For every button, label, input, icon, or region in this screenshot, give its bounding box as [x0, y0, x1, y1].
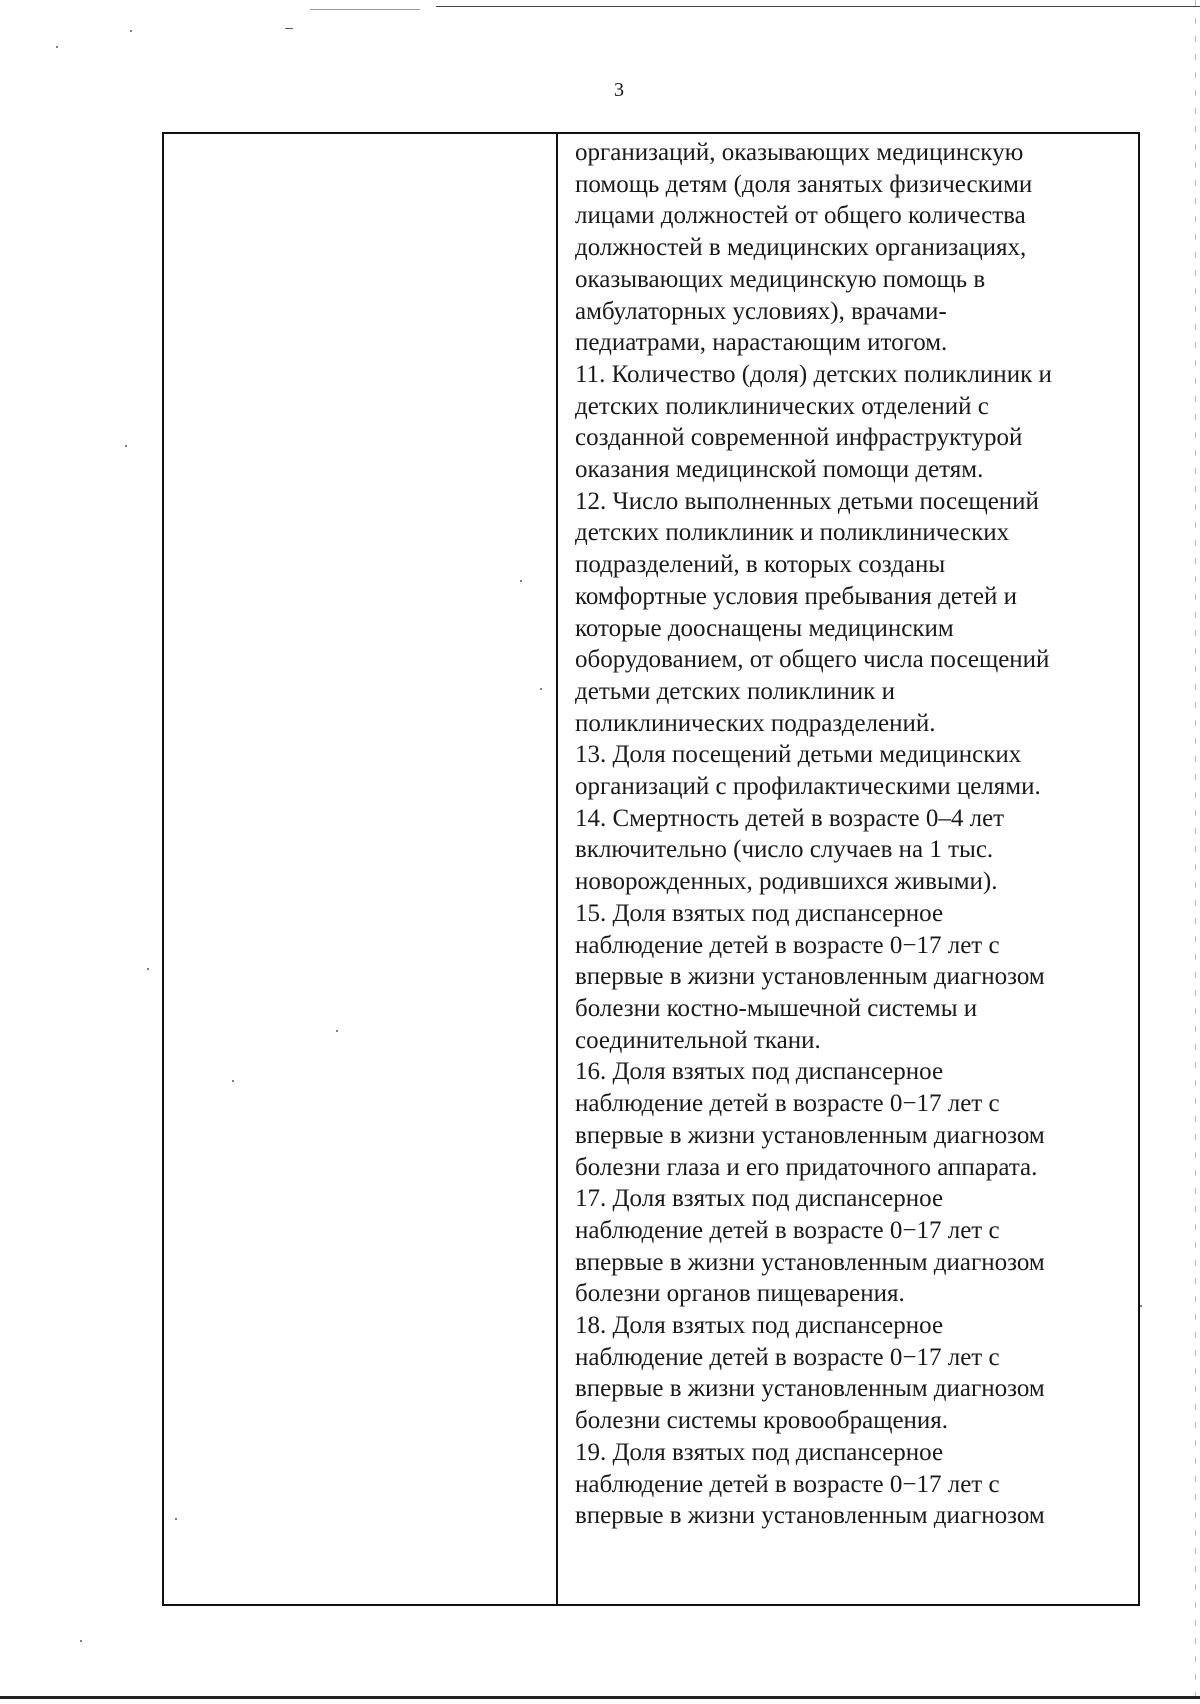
text-line: подразделений, в которых созданы: [575, 551, 946, 579]
scan-right-edge: [1195, 0, 1196, 1704]
text-line: впервые в жизни установленным диагнозом: [575, 1121, 1045, 1149]
scan-top-rule: [436, 6, 1200, 7]
text-line: наблюдение детей в возрасте 0−17 лет с: [575, 1216, 1000, 1244]
text-line: детских поликлинических отделений с: [575, 392, 989, 420]
scan-speck: [125, 445, 127, 447]
text-line: 15. Доля взятых под диспансерное: [575, 899, 944, 927]
scan-speck: [285, 28, 293, 29]
text-line: наблюдение детей в возрасте 0−17 лет с: [575, 1470, 1000, 1498]
scan-speck: [56, 46, 58, 48]
text-line: 14. Смертность детей в возрасте 0–4 лет: [575, 804, 1005, 832]
scan-speck: [147, 968, 149, 970]
text-line: организаций, оказывающих медицинскую: [575, 139, 1024, 166]
text-line: наблюдение детей в возрасте 0−17 лет с: [575, 1090, 1000, 1118]
text-line: детских поликлиник и поликлинических: [575, 519, 1010, 547]
text-line: которые дооснащены медицинским: [575, 614, 954, 642]
scan-top-mark: [310, 9, 420, 10]
scan-speck: [130, 30, 132, 32]
text-line: соединительной ткани.: [575, 1026, 821, 1054]
text-line: 16. Доля взятых под диспансерное: [575, 1058, 944, 1086]
text-line: впервые в жизни установленным диагнозом: [575, 1502, 1045, 1530]
scan-bottom-rule: [0, 1696, 1200, 1699]
text-line: комфортные условия пребывания детей и: [575, 582, 1017, 610]
text-line: педиатрами, нарастающим итогом.: [575, 329, 948, 357]
text-line: болезни глаза и его придаточного аппарата.: [575, 1153, 1038, 1181]
text-line: наблюдение детей в возрасте 0−17 лет с: [575, 1343, 1000, 1371]
text-line: 18. Доля взятых под диспансерное: [575, 1312, 944, 1340]
text-line: должностей в медицинских организациях,: [575, 234, 1027, 262]
text-line: оборудованием, от общего числа посещений: [575, 646, 1050, 674]
text-line: поликлинических подразделений.: [575, 709, 936, 737]
document-table: [162, 132, 1140, 1606]
text-line: амбулаторных условиях), врачами-: [575, 297, 947, 325]
text-line: помощь детям (доля занятых физическими: [575, 170, 1033, 198]
text-line: оказания медицинской помощи детям.: [575, 456, 984, 484]
text-line: болезни костно-мышечной системы и: [575, 994, 978, 1022]
text-line: новорожденных, родившихся живыми).: [575, 868, 998, 896]
text-line: впервые в жизни установленным диагнозом: [575, 1248, 1045, 1276]
text-line: лицами должностей от общего количества: [575, 202, 1026, 230]
text-line: 17. Доля взятых под диспансерное: [575, 1185, 944, 1213]
scan-speck: [80, 1640, 82, 1642]
text-line: организаций с профилактическими целями.: [575, 773, 1041, 801]
text-line: 13. Доля посещений детьми медицинских: [575, 741, 1022, 769]
table-right-cell: [569, 137, 1138, 1532]
scan-speck: [1140, 1305, 1142, 1307]
text-line: созданной современной инфраструктурой: [575, 424, 1023, 452]
text-line: 19. Доля взятых под диспансерное: [575, 1438, 944, 1466]
text-line: впервые в жизни установленным диагнозом: [575, 963, 1045, 991]
text-line: болезни системы кровообращения.: [575, 1407, 949, 1435]
text-line: 12. Число выполненных детьми посещений: [575, 487, 1039, 515]
text-line: детьми детских поликлиник и: [575, 677, 895, 705]
text-line: 11. Количество (доля) детских поликлиник и: [575, 360, 1052, 388]
text-line: оказывающих медицинскую помощь в: [575, 265, 986, 293]
text-line: впервые в жизни установленным диагнозом: [575, 1375, 1045, 1403]
text-line: включительно (число случаев на 1 тыс.: [575, 836, 994, 864]
table-left-cell: [164, 134, 558, 1604]
text-line: болезни органов пищеварения.: [575, 1280, 905, 1308]
page-number: 3: [614, 79, 624, 101]
text-line: наблюдение детей в возрасте 0−17 лет с: [575, 931, 1000, 959]
